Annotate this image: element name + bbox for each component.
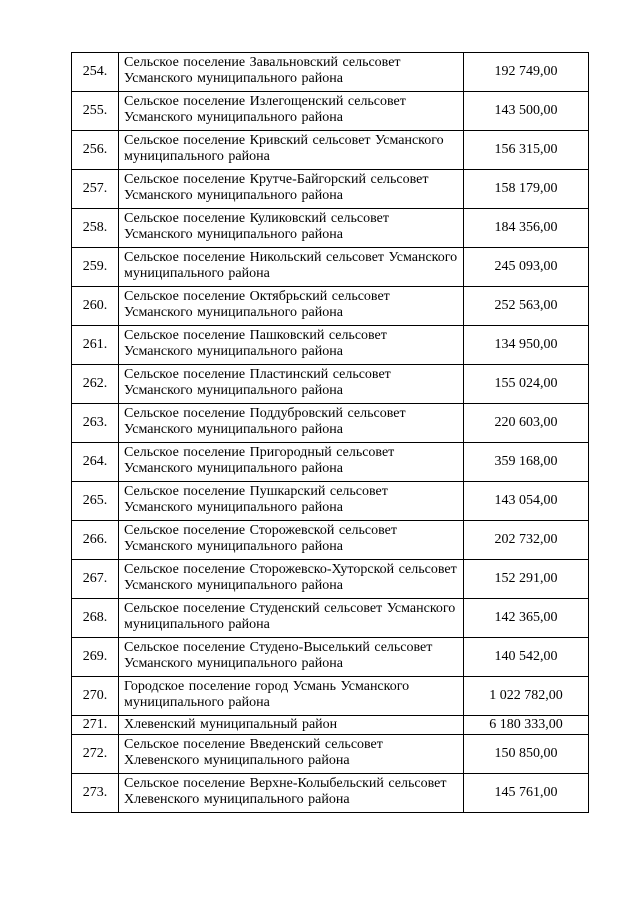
- row-amount: 156 315,00: [464, 131, 589, 170]
- table-row: [72, 521, 589, 560]
- row-amount: 152 291,00: [464, 560, 589, 599]
- row-amount: 220 603,00: [464, 404, 589, 443]
- row-name: Городское поселение город Усмань Усманского муниципального района: [119, 677, 464, 716]
- table-row: [72, 677, 589, 716]
- row-name: Сельское поселение Октябрьский сельсовет Усманского муниципального района: [119, 287, 464, 326]
- row-amount: 142 365,00: [464, 599, 589, 638]
- row-number: 257.: [72, 170, 119, 209]
- table-row: [72, 560, 589, 599]
- table-body: [72, 53, 589, 813]
- table-row: [72, 92, 589, 131]
- table-row: [72, 443, 589, 482]
- table-row: [72, 248, 589, 287]
- row-amount: 150 850,00: [464, 735, 589, 774]
- row-amount: 1 022 782,00: [464, 677, 589, 716]
- row-number: 266.: [72, 521, 119, 560]
- row-amount: 192 749,00: [464, 53, 589, 92]
- row-amount: 359 168,00: [464, 443, 589, 482]
- table-row: [72, 599, 589, 638]
- row-name: Сельское поселение Поддубровский сельсовет Усманского муниципального района: [119, 404, 464, 443]
- row-number: 254.: [72, 53, 119, 92]
- row-number: 261.: [72, 326, 119, 365]
- row-amount: 184 356,00: [464, 209, 589, 248]
- row-name: Сельское поселение Куликовский сельсовет Усманского муниципального района: [119, 209, 464, 248]
- row-name: Сельское поселение Пластинский сельсовет Усманского муниципального района: [119, 365, 464, 404]
- table-row: [72, 365, 589, 404]
- row-name: Сельское поселение Пригородный сельсовет Усманского муниципального района: [119, 443, 464, 482]
- row-number: 270.: [72, 677, 119, 716]
- row-name: Сельское поселение Сторожевско-Хуторской сельсовет Усманского муниципального района: [119, 560, 464, 599]
- row-number: 263.: [72, 404, 119, 443]
- row-amount: 245 093,00: [464, 248, 589, 287]
- row-name: Сельское поселение Студено-Выселький сельсовет Усманского муниципального района: [119, 638, 464, 677]
- allocation-table: [71, 52, 589, 813]
- row-name: Сельское поселение Пушкарский сельсовет Усманского муниципального района: [119, 482, 464, 521]
- row-number: 269.: [72, 638, 119, 677]
- row-name: Сельское поселение Завальновский сельсовет Усманского муниципального района: [119, 53, 464, 92]
- table-row: [72, 774, 589, 813]
- table-row: [72, 638, 589, 677]
- row-number: 259.: [72, 248, 119, 287]
- row-name: Сельское поселение Излегощенский сельсовет Усманского муниципального района: [119, 92, 464, 131]
- table-row: [72, 53, 589, 92]
- row-name: Сельское поселение Крутче-Байгорский сельсовет Усманского муниципального района: [119, 170, 464, 209]
- table-row: [72, 716, 589, 735]
- row-number: 256.: [72, 131, 119, 170]
- row-number: 264.: [72, 443, 119, 482]
- table-row: [72, 735, 589, 774]
- row-number: 262.: [72, 365, 119, 404]
- row-number: 260.: [72, 287, 119, 326]
- table-row: [72, 287, 589, 326]
- row-number: 255.: [72, 92, 119, 131]
- row-amount: 155 024,00: [464, 365, 589, 404]
- row-number: 273.: [72, 774, 119, 813]
- row-amount: 145 761,00: [464, 774, 589, 813]
- table-row: [72, 170, 589, 209]
- row-amount: 143 054,00: [464, 482, 589, 521]
- row-amount: 134 950,00: [464, 326, 589, 365]
- table-row: [72, 404, 589, 443]
- row-name: Сельское поселение Верхне-Колыбельский сельсовет Хлевенского муниципального района: [119, 774, 464, 813]
- row-number: 272.: [72, 735, 119, 774]
- row-name: Сельское поселение Пашковский сельсовет Усманского муниципального района: [119, 326, 464, 365]
- row-number: 267.: [72, 560, 119, 599]
- row-amount: 202 732,00: [464, 521, 589, 560]
- row-amount: 140 542,00: [464, 638, 589, 677]
- row-number: 258.: [72, 209, 119, 248]
- row-name: Сельское поселение Студенский сельсовет Усманского муниципального района: [119, 599, 464, 638]
- row-number: 271.: [72, 716, 119, 735]
- row-amount: 6 180 333,00: [464, 716, 589, 735]
- row-name: Сельское поселение Никольский сельсовет Усманского муниципального района: [119, 248, 464, 287]
- table-row: [72, 209, 589, 248]
- row-name: Сельское поселение Введенский сельсовет Хлевенского муниципального района: [119, 735, 464, 774]
- row-name: Сельское поселение Сторожевской сельсовет Усманского муниципального района: [119, 521, 464, 560]
- table-row: [72, 482, 589, 521]
- row-name: Хлевенский муниципальный район: [119, 716, 464, 735]
- table-row: [72, 326, 589, 365]
- table-row: [72, 131, 589, 170]
- row-number: 265.: [72, 482, 119, 521]
- row-amount: 143 500,00: [464, 92, 589, 131]
- row-name: Сельское поселение Кривский сельсовет Усманского муниципального района: [119, 131, 464, 170]
- row-amount: 158 179,00: [464, 170, 589, 209]
- row-amount: 252 563,00: [464, 287, 589, 326]
- row-number: 268.: [72, 599, 119, 638]
